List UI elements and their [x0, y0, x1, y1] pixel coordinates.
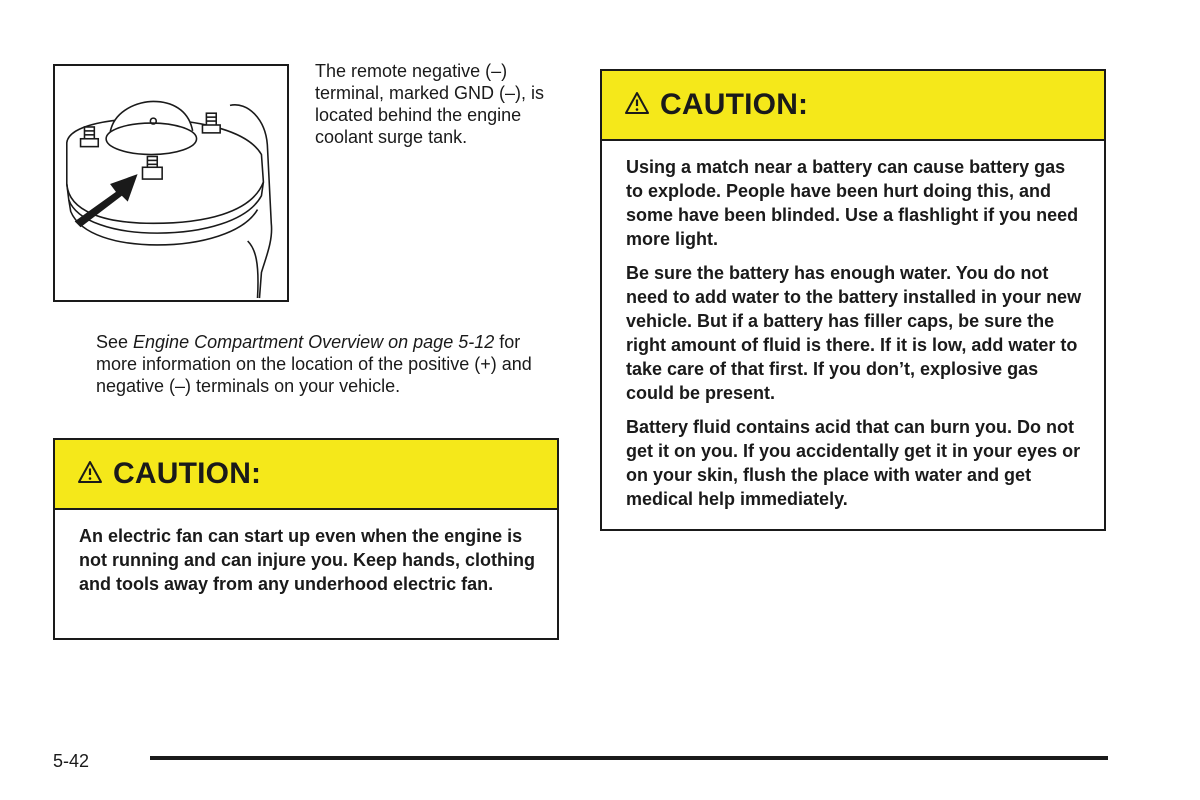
see-suffix: for more information on the location of the positive (+) and negative (–) terminals on your vehicle. — [96, 332, 532, 396]
caution-header — [55, 440, 557, 510]
caution-title: CAUTION: — [660, 88, 809, 121]
caution-paragraph: An electric fan can start up even when the engine is not running and can injure you. Keep hands, clothing and tools away from any underhood electric fan. — [79, 526, 536, 594]
warning-triangle-icon — [624, 91, 650, 120]
terminal-illustration — [53, 64, 289, 302]
page-number: 5-42 — [53, 751, 90, 771]
caution-title: CAUTION: — [113, 457, 262, 490]
warning-triangle-icon — [77, 460, 103, 489]
strut-tower-drawing — [55, 66, 287, 300]
caution-paragraph: Using a match near a battery can cause battery gas to explode. People have been hurt doing this, and some have been blinded. Use a flashlight if you need more light. — [626, 157, 1079, 249]
see-reference-paragraph — [96, 331, 566, 397]
caution-body — [602, 141, 1104, 511]
footer-rule — [150, 756, 1108, 760]
caution-box-battery — [600, 69, 1106, 531]
stud-right — [202, 113, 220, 133]
cross-reference-link: Engine Compartment Overview on page 5-12 — [133, 332, 495, 352]
caution-header — [602, 71, 1104, 141]
caution-body — [55, 510, 557, 596]
see-prefix: See — [96, 332, 134, 352]
caution-box-electric-fan — [53, 438, 559, 640]
figure-caption: The remote negative (–) terminal, marked GND (–), is located behind the engine coolant surge tank. — [315, 61, 545, 147]
caution-paragraph: Battery fluid contains acid that can burn you. Do not get it on you. If you accidentally get it in your eyes or on your skin, flush the place with water and get medical help immediately. — [626, 417, 1081, 509]
caution-paragraph: Be sure the battery has enough water. You do not need to add water to the battery installed in your new vehicle. But if a battery has filler caps, be sure the right amount of fluid is there. If it is low, add water to take care of that first. If you don’t, explosive gas could be present. — [626, 263, 1082, 403]
